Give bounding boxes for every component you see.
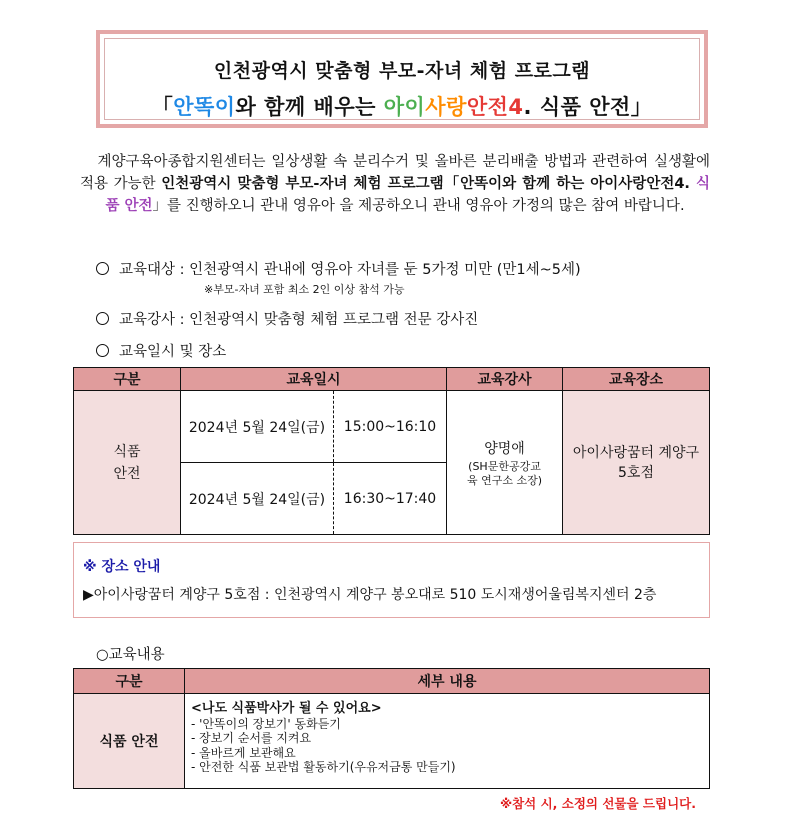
item-instructor-text: 교육강사 : 인천광역시 맞춤형 체험 프로그램 전문 강사진 [119, 312, 479, 328]
header-category: 구분 [74, 368, 181, 391]
schedule-category: 식품 안전 [74, 391, 181, 535]
schedule-header-row [74, 368, 710, 391]
item-schedule [96, 340, 226, 361]
title-bracket-open: 「 [151, 95, 174, 119]
title-sarang: 사랑 [425, 95, 467, 119]
content-label: ○교육내용 [96, 647, 165, 663]
place-cell: 아이사랑꿈터 계양구 5호점 [563, 391, 710, 535]
header-instructor: 교육강사 [447, 368, 563, 391]
list-item: - 장보기 순서를 지켜요 [191, 731, 312, 745]
content-header-detail: 세부 내용 [185, 669, 710, 694]
title-line1: 인천광역시 맞춤형 부모-자녀 체험 프로그램 [213, 60, 591, 82]
schedule-time: 16:30~17:40 [334, 463, 447, 535]
circle-bullet-icon [96, 262, 109, 275]
target-note: ※부모-자녀 포함 최소 2인 이상 참석 가능 [204, 283, 405, 296]
item-target [96, 258, 581, 279]
title-line2 [105, 91, 699, 121]
header-datetime: 교육일시 [181, 368, 447, 391]
intro-text-1: 계양구육아종합지원센터는 일상생활 속 분리수거 및 올바른 분리배출 방법과 관련하여 실생활에 적용 가능한 [80, 154, 711, 192]
schedule-date: 2024년 5월 24일(금) [181, 463, 334, 535]
title-box [96, 30, 708, 128]
item-instructor [96, 308, 478, 329]
schedule-time: 15:00~16:10 [334, 391, 447, 463]
content-header-row [74, 669, 710, 694]
location-box [73, 542, 710, 618]
intro-text-2: 」를 진행하오니 관내 영유아 을 제공하오니 관내 영유아 가정의 많은 참여 바랍니다. [152, 198, 685, 214]
content-table [73, 668, 710, 789]
title-ai: 아이 [383, 95, 426, 119]
instructor-org: (SH문한공강교육 연구소 소장) [466, 459, 543, 487]
location-heading: ※ 장소 안내 [83, 559, 161, 575]
table-row [74, 391, 710, 463]
intro-paragraph [80, 151, 710, 217]
intro-purple: 식품 안전 [105, 176, 710, 214]
list-item: - 올바르게 보관해요 [191, 745, 296, 760]
instructor-name: 양명애 [484, 440, 525, 457]
detail-heading: <나도 식품박사가 될 수 있어요> [191, 701, 382, 716]
location-body: ▶아이사랑꿈터 계양구 5호점 : 인천광역시 계양구 봉오대로 510 도시재생어울림복지센터 2층 [83, 587, 657, 603]
list-item: - 안전한 식품 보관법 활동하기(우유저금통 만들기) [191, 760, 456, 774]
circle-bullet-icon [96, 344, 109, 357]
schedule-table [73, 367, 710, 535]
table-row [74, 694, 710, 789]
schedule-date: 2024년 5월 24일(금) [181, 391, 334, 463]
title-anjeon: 안전4 [466, 95, 524, 119]
circle-bullet-icon [96, 312, 109, 325]
header-place: 교육장소 [563, 368, 710, 391]
title-andongi: 안똑이 [173, 95, 236, 119]
intro-bold: 인천광역시 맞춤형 부모-자녀 체험 프로그램「안똑이와 함께 하는 아이사랑안전4. [161, 176, 696, 192]
content-header-category: 구분 [74, 669, 185, 694]
content-category: 식품 안전 [74, 694, 185, 789]
list-item: - '안똑이의 장보기' 동화듣기 [191, 716, 341, 731]
title-middle: 와 함께 배우는 [235, 95, 384, 119]
title-end: . 식품 안전」 [523, 95, 653, 119]
item-schedule-text: 교육일시 및 장소 [119, 344, 227, 360]
title-inner [104, 38, 700, 120]
footer-note: ※참석 시, 소정의 선물을 드립니다. [499, 796, 696, 811]
item-target-text: 교육대상 : 인천광역시 관내에 영유아 자녀를 둔 5가정 미만 (만1세~5세) [119, 262, 581, 278]
content-detail [185, 694, 710, 789]
instructor-cell [447, 391, 563, 535]
